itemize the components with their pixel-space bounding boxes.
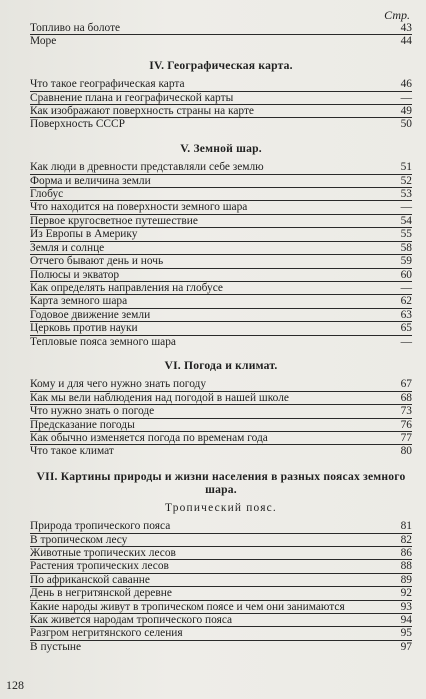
toc-entry-page: 58 (400, 241, 412, 254)
toc-entry-title: Годовое движение земли (30, 308, 151, 321)
toc-entry-page: 62 (400, 295, 412, 308)
toc-entry-title: Как изображают поверхность страны на карте (30, 105, 254, 118)
table-of-contents (30, 22, 412, 653)
toc-entry-title: Карта земного шара (30, 295, 128, 308)
toc-entry-title: В пустыне (30, 640, 82, 653)
toc-entry-title: Природа тропического пояса (30, 520, 171, 533)
toc-entry (30, 547, 412, 560)
toc-entry-page: 80 (400, 445, 412, 458)
toc-entry-title: Море (30, 35, 57, 48)
toc-entry (30, 336, 412, 348)
toc-entry-title: Что находится на поверхности земного шара (30, 201, 248, 214)
toc-entry-title: Как обычно изменяется погода по временам года (30, 431, 268, 444)
toc-entry-title: По африканской саванне (30, 573, 150, 586)
toc-entry-page: 81 (400, 520, 412, 533)
toc-entry-page: 68 (400, 391, 412, 404)
section-title-iv: IV. Географическая карта. (149, 58, 293, 72)
toc-entry-page: — (400, 335, 412, 348)
toc-entry-title: Топливо на болоте (30, 22, 121, 34)
toc-entry (30, 627, 412, 640)
toc-entry (30, 255, 412, 268)
toc-entry (30, 282, 412, 295)
toc-entry-title: Поверхность СССР (30, 118, 125, 131)
toc-entry-page: 54 (400, 214, 412, 227)
toc-entry-page: 51 (400, 161, 412, 174)
toc-entry-title: День в негритянской деревне (30, 587, 172, 600)
page-column-label: Стр. (384, 8, 410, 22)
toc-entry-page: 95 (400, 627, 412, 640)
toc-entry (30, 445, 412, 457)
toc-entry-page: 77 (400, 431, 412, 444)
toc-entry-title: Предсказание погоды (30, 418, 135, 431)
toc-entry-page: 63 (400, 308, 412, 321)
toc-entry (30, 201, 412, 214)
toc-entry-page: 52 (400, 174, 412, 187)
toc-entry-page: — (400, 281, 412, 294)
toc-entry-page: 50 (400, 118, 412, 131)
toc-entry (30, 601, 412, 614)
toc-entry (30, 78, 412, 91)
toc-entry-title: Животные тропических лесов (30, 547, 176, 559)
toc-entry-page: 93 (400, 600, 412, 613)
toc-entry (30, 118, 412, 130)
section-title-vi: VI. Погода и климат. (164, 358, 278, 372)
toc-entry (30, 405, 412, 418)
toc-entry-title: Полюсы и экватор (30, 268, 120, 281)
toc-entry-page: 92 (400, 587, 412, 600)
section-title-v: V. Земной шар. (180, 141, 262, 155)
toc-entry-title: Разгром негритянского селения (30, 627, 183, 640)
toc-entry-title: Как люди в древности представляли себе землю (30, 161, 264, 174)
toc-entry-title: В тропическом лесу (30, 533, 128, 546)
toc-entry (30, 534, 412, 547)
toc-entry-title: Что такое климат (30, 445, 114, 458)
toc-entry (30, 188, 412, 201)
toc-entry-title: Первое кругосветное путешествие (30, 214, 198, 227)
toc-entry (30, 641, 412, 653)
section-title-vii: VII. Картины природы и жизни населения в разных поясах земного шара. (36, 469, 406, 496)
toc-entry (30, 574, 412, 587)
toc-entry (30, 175, 412, 188)
toc-entry (30, 242, 412, 255)
toc-entry-page: 89 (400, 573, 412, 586)
toc-entry-title: Земля и солнце (30, 241, 105, 254)
toc-entry-title: Как живется народам тропического пояса (30, 614, 233, 627)
toc-entry-page: 67 (400, 378, 412, 391)
toc-entry-title: Глобус (30, 188, 64, 201)
toc-entry (30, 92, 412, 105)
toc-entry-page: 88 (400, 560, 412, 573)
page-number: 128 (6, 678, 24, 692)
toc-entry (30, 432, 412, 445)
toc-entry-page: 73 (400, 405, 412, 418)
toc-entry-page: 86 (400, 547, 412, 559)
toc-entry-title: Какие народы живут в тропическом поясе и чем они занимаются (30, 600, 345, 613)
toc-entry-title: Растения тропических лесов (30, 560, 169, 573)
toc-entry (30, 269, 412, 282)
toc-entry-title: Как определять направления на глобусе (30, 281, 223, 294)
toc-entry-page: 60 (400, 268, 412, 281)
toc-entry (30, 22, 412, 35)
toc-entry-title: Сравнение плана и географической карты (30, 91, 234, 104)
toc-entry (30, 614, 412, 627)
toc-entry-title: Кому и для чего нужно знать погоду (30, 378, 207, 391)
toc-entry (30, 587, 412, 600)
toc-entry (30, 35, 412, 47)
toc-entry-page: 82 (400, 533, 412, 546)
toc-entry (30, 228, 412, 241)
subsection-heading: Тропический пояс. (165, 501, 277, 514)
toc-entry-page: 46 (400, 78, 412, 91)
toc-entry (30, 520, 412, 533)
toc-entry (30, 309, 412, 322)
toc-entry (30, 215, 412, 228)
toc-entry-page: 43 (400, 22, 412, 34)
toc-entry-title: Церковь против науки (30, 322, 138, 335)
toc-entry (30, 322, 412, 335)
toc-entry-page: 44 (400, 35, 412, 48)
toc-entry-page: 97 (400, 640, 412, 653)
toc-entry-title: Что нужно знать о погоде (30, 405, 155, 418)
toc-entry-page: 53 (400, 188, 412, 201)
toc-entry-title: Форма и величина земли (30, 174, 151, 187)
toc-entry (30, 161, 412, 174)
toc-entry-title: Тепловые пояса земного шара (30, 335, 176, 348)
toc-entry-page: 94 (400, 614, 412, 627)
toc-entry (30, 295, 412, 308)
toc-entry-page: 76 (400, 418, 412, 431)
toc-entry-title: Что такое географическая карта (30, 78, 185, 91)
toc-entry-title: Как мы вели наблюдения над погодой в нашей школе (30, 391, 289, 404)
toc-entry-page: 49 (400, 105, 412, 118)
toc-entry-title: Отчего бывают день и ночь (30, 255, 164, 268)
toc-entry-title: Из Европы в Америку (30, 228, 138, 241)
toc-entry-page: 65 (400, 322, 412, 335)
toc-entry (30, 378, 412, 391)
toc-entry (30, 419, 412, 432)
toc-entry-page: 55 (400, 228, 412, 241)
toc-entry (30, 105, 412, 118)
toc-entry (30, 560, 412, 573)
toc-entry-page: 59 (400, 255, 412, 268)
toc-entry-page: — (400, 201, 412, 214)
toc-entry (30, 392, 412, 405)
toc-entry-page: — (400, 91, 412, 104)
